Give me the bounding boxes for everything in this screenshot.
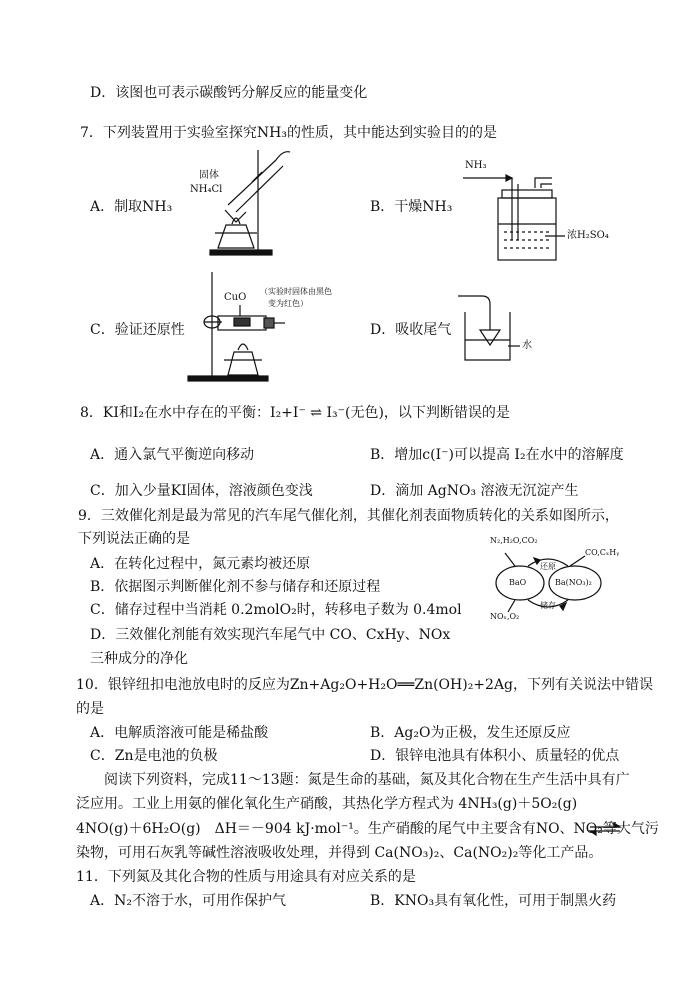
label-conc-h2so4: 浓H₂SO₄ — [567, 230, 609, 241]
q10-option-b: B．Ag₂O为正极，发生还原反应 — [370, 725, 571, 741]
q8-stem: 8．KI和I₂在水中存在的平衡：I₂+I⁻ ⇌ I₃⁻(无色)，以下判断错误的是 — [80, 405, 510, 421]
previous-option-d: D．该图也可表示碳酸钙分解反应的能量变化 — [90, 85, 368, 101]
label-note-line2: 变为红色） — [268, 299, 308, 308]
q10-stem-line2: 的是 — [76, 701, 104, 717]
q7-option-c: C．验证还原性 — [90, 322, 185, 338]
label-nh4cl: NH₄Cl — [190, 184, 223, 195]
q10-option-a: A．电解质溶液可能是稀盐酸 — [90, 725, 269, 741]
q11-stem: 11．下列氮及其化合物的性质与用途具有对应关系的是 — [76, 869, 416, 885]
q7-option-b: B．干燥NH₃ — [370, 199, 453, 215]
reading-line1: 阅读下列资料，完成11～13题：氮是生命的基础，氮及其化合物在生产生活中具有广 — [104, 772, 630, 788]
label-water: 水 — [522, 340, 532, 351]
label-nh3-inlet: NH₃ — [465, 160, 487, 171]
diagram-label-reduce: 还原 — [540, 562, 556, 571]
reading-line4: 染物，可用石灰乳等碱性溶液吸收处理，并得到 Ca(NO₃)₂、Ca(NO₂)₂等化工产品。 — [76, 845, 603, 861]
q11-option-a: A．N₂不溶于水，可用作保护气 — [90, 893, 286, 909]
reading-line3: 4NO(g)＋6H₂O(g) ΔH＝－904 kJ·mol⁻¹。生产硝酸的尾气中主要含有NO、NO₂等大气污 — [76, 821, 659, 837]
q8-option-c: C．加入少量KI固体，溶液颜色变浅 — [90, 483, 313, 499]
apparatus-a-diagram — [210, 150, 290, 255]
q7-option-d: D．吸收尾气 — [370, 322, 452, 338]
q9-option-d-line1: D．三效催化剂能有效实现汽车尾气中 CO、CxHy、NOx — [90, 627, 451, 643]
diagram-inputs: NOₓ,O₂ — [490, 612, 520, 621]
q9-option-a: A．在转化过程中，氮元素均被还原 — [90, 556, 311, 572]
q8-option-b: B．增加c(I⁻)可以提高 I₂在水中的溶解度 — [370, 447, 624, 463]
diagram-bao: BaO — [509, 578, 527, 587]
q10-option-c: C．Zn是电池的负极 — [90, 748, 218, 764]
apparatus-b-diagram — [463, 175, 565, 260]
q11-option-b: B．KNO₃具有氧化性，可用于制黑火药 — [370, 893, 617, 909]
diagram-reductants: CO,CₓHᵧ — [585, 548, 620, 557]
q10-option-d: D．银锌电池具有体积小、质量轻的优点 — [370, 748, 620, 764]
diagram-label-store: 储存 — [540, 601, 556, 610]
q8-option-a: A．通入氯气平衡逆向移动 — [90, 447, 255, 463]
q9-option-c: C．储存过程中当消耗 0.2molO₂时，转移电子数为 0.4mol — [90, 602, 462, 618]
q7-option-a: A．制取NH₃ — [90, 199, 173, 215]
reading-line2: 泛应用。工业上用氨的催化氧化生产硝酸，其热化学方程式为 4NH₃(g)＋5O₂(g) — [76, 796, 578, 812]
label-note-line1: （实验时固体由黑色 — [260, 287, 332, 296]
q9-option-b: B．依据图示判断催化剂不参与储存和还原过程 — [90, 579, 381, 595]
label-cuo: CuO — [224, 292, 247, 303]
q9-stem-line1: 9．三效催化剂是最为常见的汽车尾气催化剂，其催化剂表面物质转化的关系如图所示， — [78, 508, 619, 524]
q10-stem-line1: 10．银锌纽扣电池放电时的反应为Zn+Ag₂O+H₂O══Zn(OH)₂+2Ag，下列有关说法中错误 — [76, 677, 654, 693]
q9-stem-line2: 下列说法正确的是 — [78, 531, 190, 547]
apparatus-d-diagram — [458, 296, 520, 360]
q8-option-d: D．滴加 AgNO₃ 溶液无沉淀产生 — [370, 483, 579, 499]
q9-option-d-line2: 三种成分的净化 — [90, 651, 188, 667]
diagram-products: N₂,H₂O,CO₂ — [490, 536, 538, 545]
label-solid: 固体 — [199, 170, 219, 181]
diagram-bano3: Ba(NO₃)₂ — [555, 578, 592, 587]
q7-stem: 7．下列装置用于实验室探究NH₃的性质，其中能达到实验目的的是 — [80, 125, 497, 141]
